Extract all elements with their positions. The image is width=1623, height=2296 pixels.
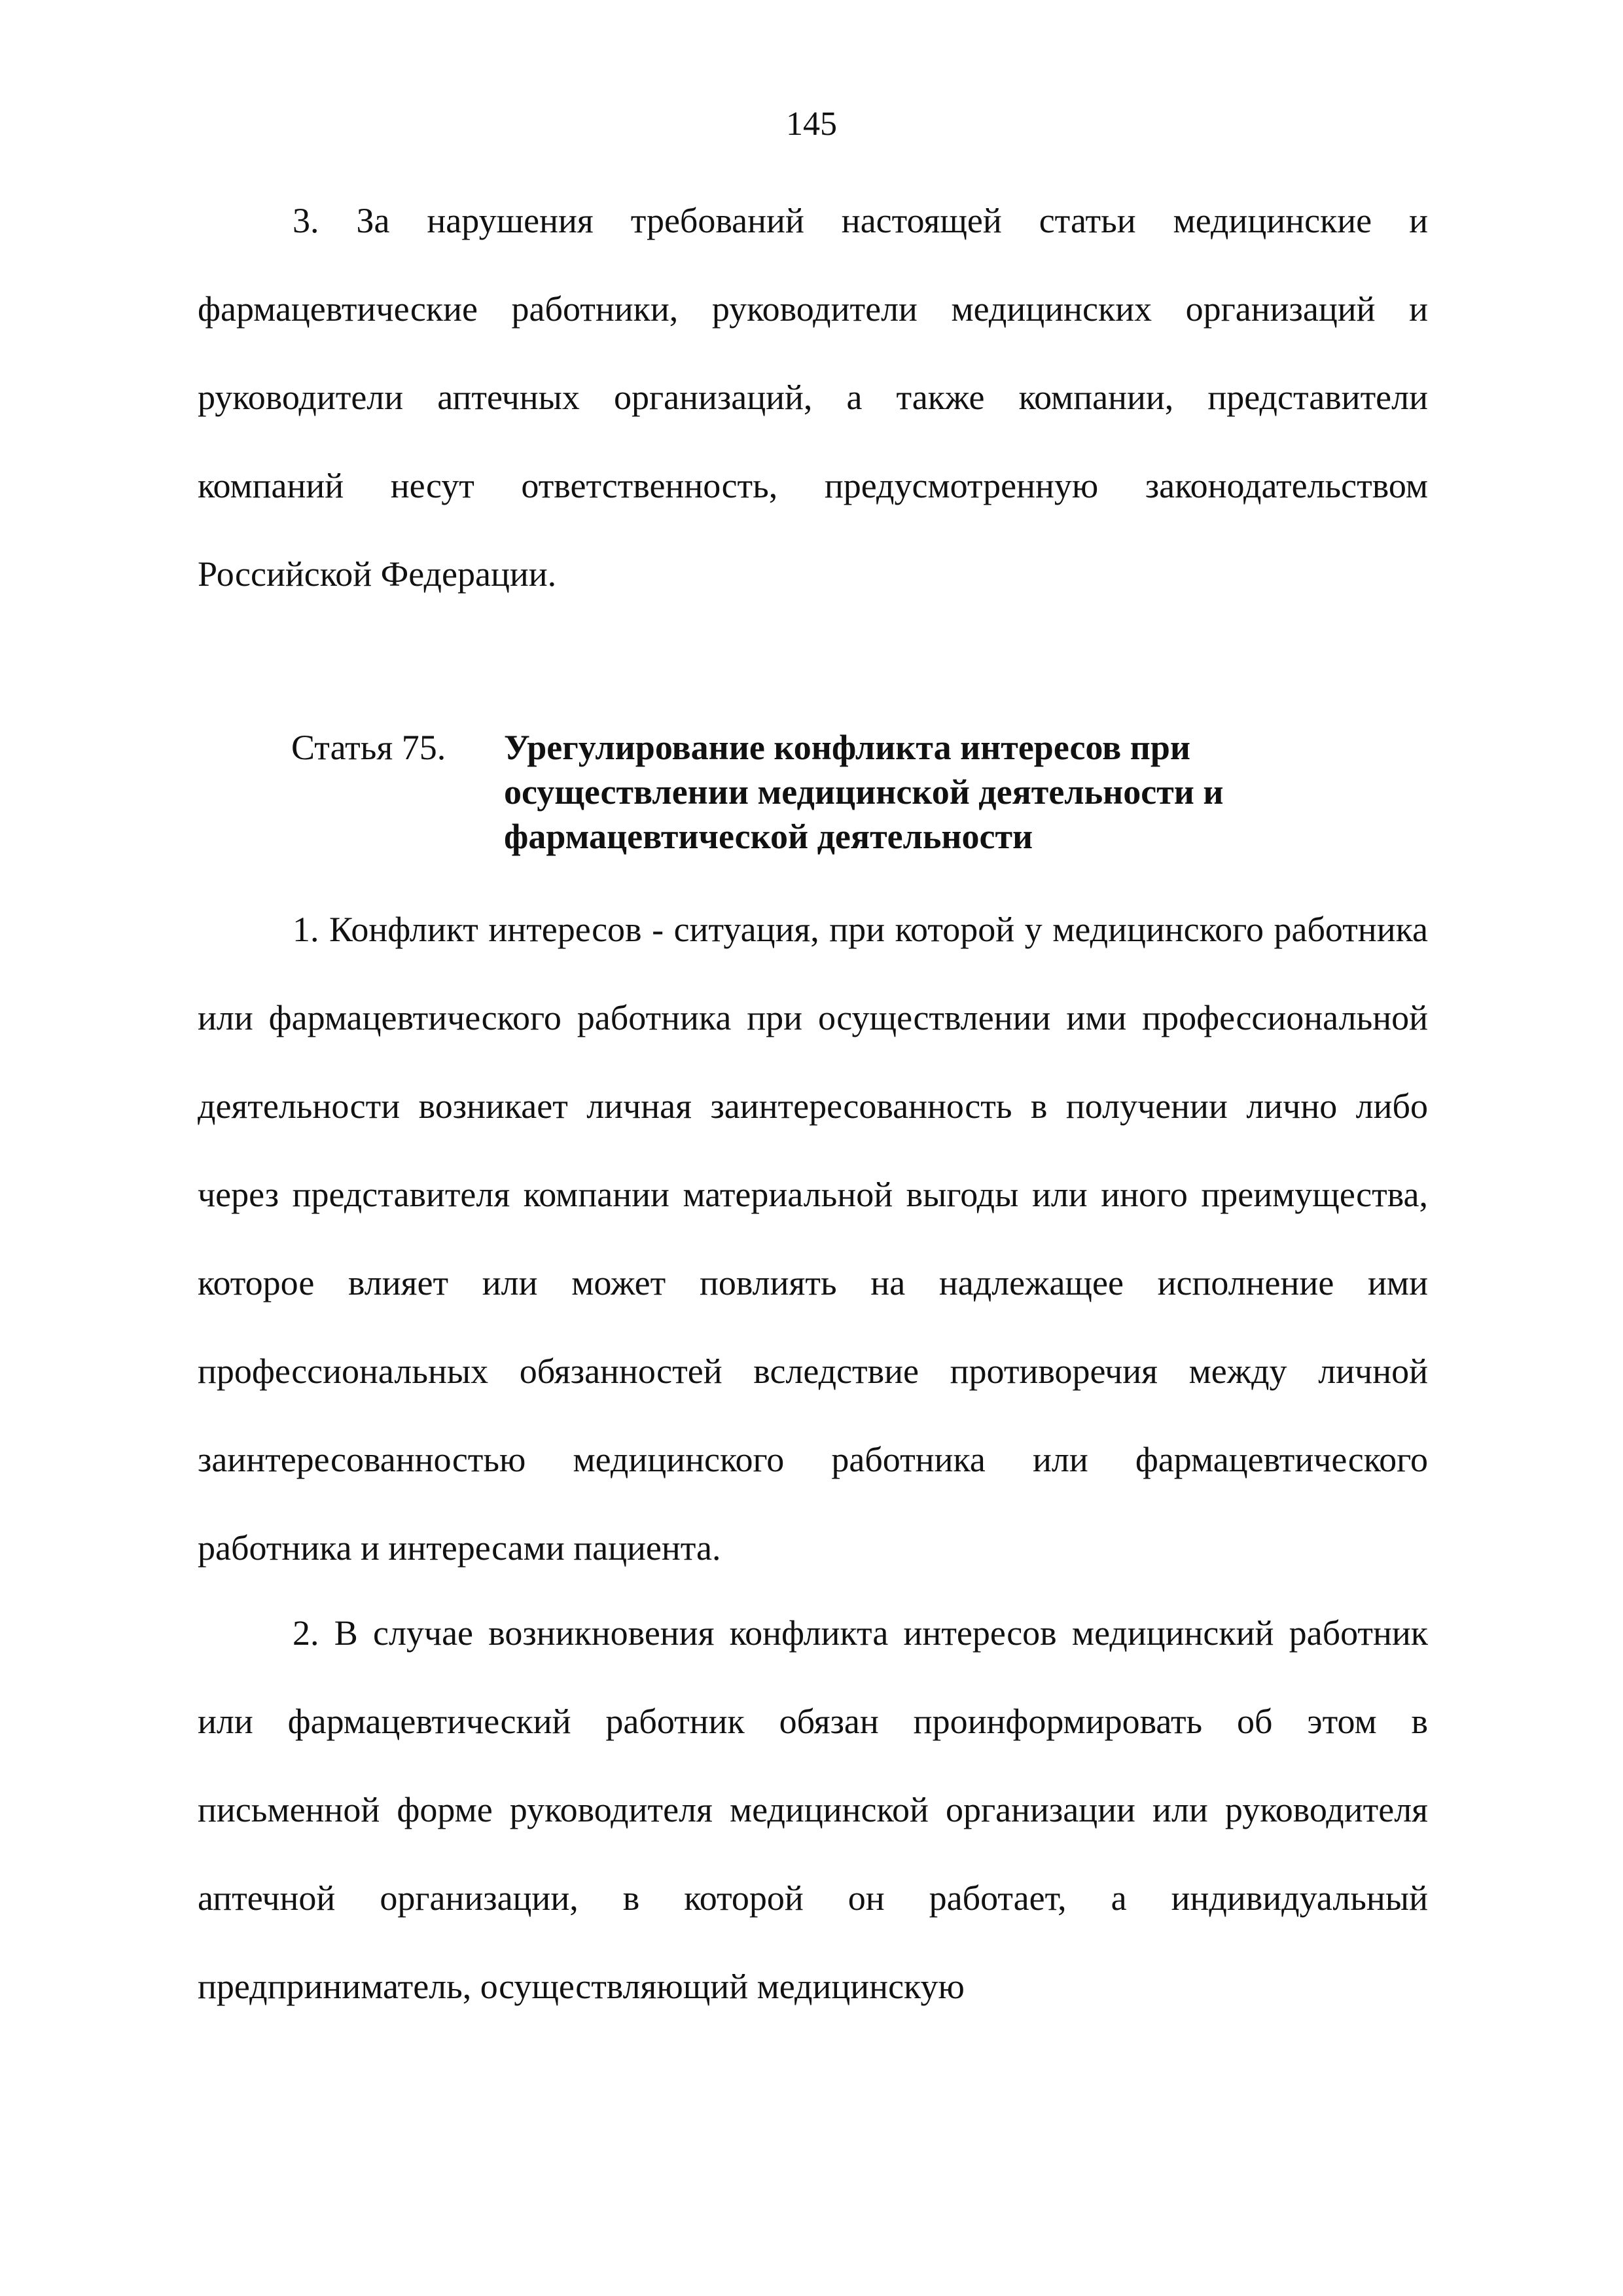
- article-title: Урегулирование конфликта интересов при осуществлении медицинской деятельности и фармацевтической деятельности: [504, 728, 1224, 856]
- paragraph-3: 3. За нарушения требований настоящей статьи медицинские и фармацевтические работники, руководители медицинских организаций и руководители аптечных организаций, а также компании, представители компаний несут ответственность, предусмотренную законодательством Российской Федерации.: [198, 201, 1428, 594]
- paragraph-1: 1. Конфликт интересов - ситуация, при которой у медицинского работника или фармацевтического работника при осуществлении ими профессиональной деятельности возникает личная заинтересованность в получении лично либо через представителя компании материальной выгоды или иного преимущества, которое влияет или может повлиять на надлежащее исполнение ими профессиональных обязанностей вследствие противоречия между личной заинтересованностью медицинского работника или фармацевтического работника и интересами пациента.: [198, 910, 1428, 1568]
- page-number: 145: [786, 105, 837, 143]
- article-label: Статья 75.: [291, 728, 446, 767]
- article-heading: [291, 725, 1430, 859]
- paragraph-2: 2. В случае возникновения конфликта интересов медицинский работник или фармацевтический работник обязан проинформировать об этом в письменной форме руководителя медицинской организации или руководителя аптечной организации, в которой он работает, а индивидуальный предприниматель, осуществляющий медицинскую: [198, 1613, 1428, 2006]
